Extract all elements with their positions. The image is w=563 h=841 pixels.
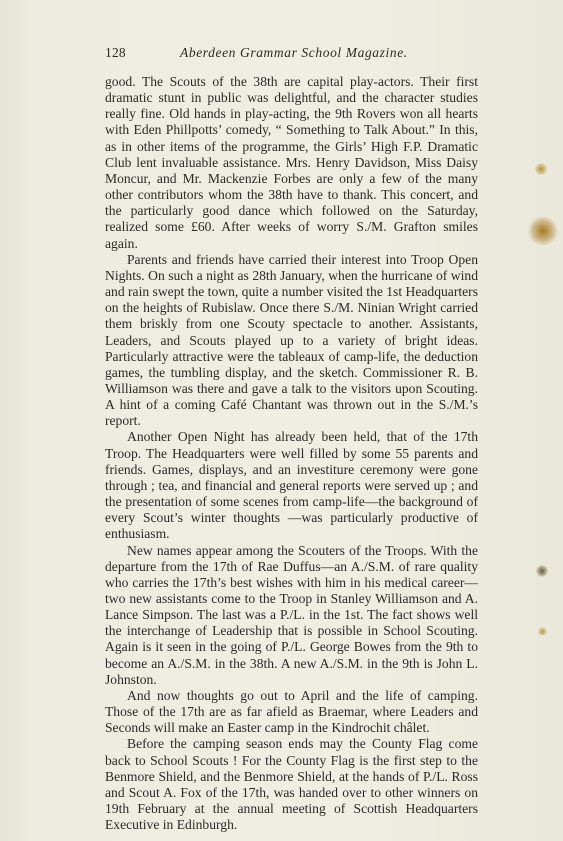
paragraph-3: Another Open Night has already been held, that of the 17th Troop. The Headquarters were well filled by some 55 parents and friends. Games, displays, and an investiture ceremony were gone through ; tea, and financial and general reports were served up ; and the presentation of some scenes from camp-life—the background of every Scout’s winter thoughts —was particularly productive of enthusiasm.	[105, 429, 478, 542]
paragraph-5: And now thoughts go out to April and the life of camping. Those of the 17th are as far afield as Braemar, where Leaders and Seconds will make an Easter camp in the Kindrochit châlet.	[105, 687, 478, 736]
paragraph-1: good. The Scouts of the 38th are capital play-actors. Their first dramatic stunt in public was delightful, and the character studies really fine. Old hands in play-acting, the 9th Rovers won all hearts with Eden Phillpotts’ comedy, “ Something to Talk About.” In this, as in other items of the programme, the Girls’ High F.P. Dramatic Club lent invaluable assistance. Mrs. Henry Davidson, Miss Daisy Moncur, and Mr. Mackenzie Forbes are only a few of the many other contributors whom the 38th have to thank. This concert, and the particularly good dance which followed on the Saturday, realized some £60. After weeks of worry S./M. Grafton smiles again.	[105, 74, 478, 251]
paragraph-6: Before the camping season ends may the County Flag come back to School Scouts ! For the County Flag is the first step to the Benmore Shield, and the Benmore Shield, at the hands of P./L. Ross and Scout A. Fox of the 17th, was handed over to other winners on 19th February at the annual meeting of Scottish Headquarters Executive in Edinburgh.	[105, 736, 478, 833]
foxing-spot	[536, 565, 548, 577]
page-number: 128	[105, 45, 126, 60]
foxing-spot	[535, 163, 547, 175]
running-title: Aberdeen Grammar School Magazine.	[180, 45, 408, 60]
foxing-spot	[528, 216, 558, 246]
foxing-spot	[538, 627, 547, 636]
paragraph-4: New names appear among the Scouters of the Troops. With the departure from the 17th of Rae Duffus—an A./S.M. of rare quality who carries the 17th’s best wishes with him in his medical career—two new assistants come to the Troop in Stanley Williamson and A. Lance Simpson. The last was a P./L. in the 1st. The fact shows well the interchange of Leadership that is possible in School Scouting. Again is it seen in the going of P./L. George Bowes from the 9th to become an A./S.M. in the 38th. A new A./S.M. in the 9th is John L. Johnston.	[105, 542, 478, 687]
paragraph-2: Parents and friends have carried their interest into Troop Open Nights. On such a night as 28th January, when the hurricane of wind and rain swept the town, quite a number visited the 1st Headquarters on the heights of Rubislaw. Once there S./M. Ninian Wright carried them briskly from one Scouty spectacle to another. Assistants, Leaders, and Scouts played up to a variety of bright ideas. Particularly attractive were the tableaux of camp-life, the deduction games, the tumbling display, and the sketch. Commissioner R. B. Williamson was there and gave a talk to the visitors upon Scouting. A hint of a coming Café Chantant was thrown out in the S./M.’s report.	[105, 251, 478, 429]
article-body	[105, 74, 478, 833]
